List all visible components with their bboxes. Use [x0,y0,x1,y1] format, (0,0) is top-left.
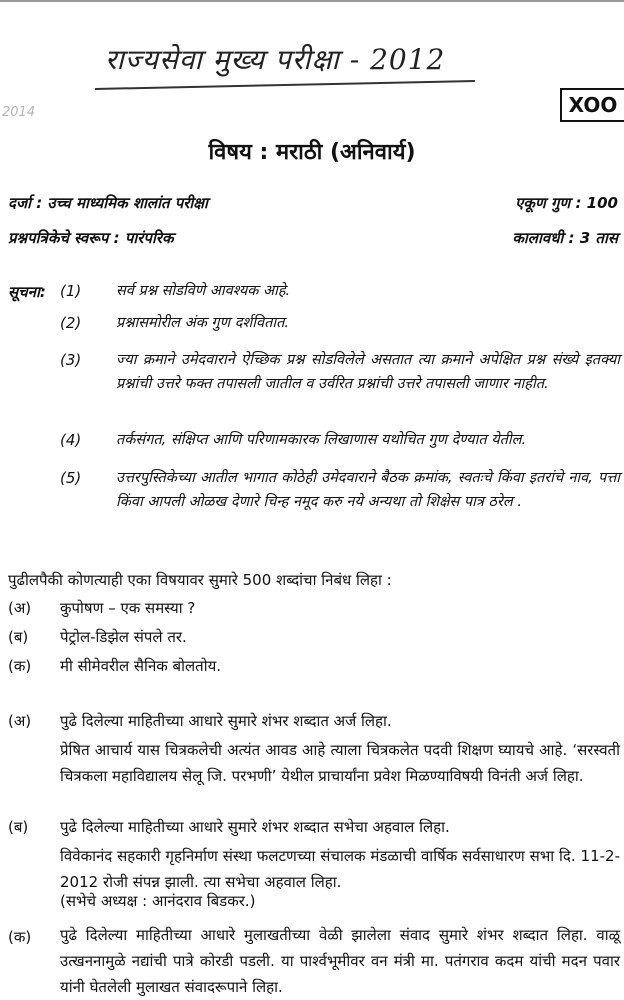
subject-heading: विषय : मराठी (अनिवार्य) [208,140,416,165]
instruction-text: उत्तरपुस्तिकेच्या आतील भागात कोठेही उमेदवाराने बैठक क्रमांक, स्वतःचे किंवा इतरांचे नाव, पत्ता किंवा आपली ओळख देणारे चिन्ह नमूद करु नये अन्यथा तो शिक्षेस पात्र ठरेल . [116,470,620,510]
part-body: पुढे दिलेल्या माहितीच्या आधारे मुलाखतीच्या वेळी झालेला संवाद सुमारे शंभर शब्दात लिहा. वाळू उत्खननामुळे नद्यांची पात्रे कोरडी पडली. या पार्श्वभूमीवर वन मंत्री मा. पतंगराव कदम यांची मदन पवार यांनी घेतलेली मुलाखत संवादरूपाने लिहा. [60,926,620,996]
instruction-number: (4) [60,431,82,449]
option-text: मी सीमेवरील सैनिक बोलतोय. [60,657,222,675]
instructions-heading: सूचना: [8,283,46,301]
instruction-number: (2) [60,314,82,332]
part-label: (क) [8,928,32,946]
top-border-line [0,0,624,2]
part-note: (सभेचे अध्यक्ष : आनंदराव बिडकर.) [60,892,256,910]
option-label: (क) [8,657,32,675]
instruction-text: प्रश्नासमोरील अंक गुण दर्शवितात. [116,315,289,331]
paper-code-box: XOO [560,88,624,122]
part-label: (ब) [8,818,29,836]
instruction-text: सर्व प्रश्न सोडविणे आवश्यक आहे. [116,283,291,299]
option-text: कुपोषण – एक समस्या ? [60,599,196,617]
part-title: पुढे दिलेल्या माहितीच्या आधारे सुमारे शंभर शब्दात सभेचा अहवाल लिहा. [60,818,450,836]
option-label: (अ) [8,599,32,617]
exam-level: दर्जा : उच्च माध्यमिक शालांत परीक्षा [8,194,208,212]
option-text: पेट्रोल-डिझेल संपले तर. [60,628,187,646]
instruction-text: तर्कसंगत, संक्षिप्त आणि परिणामकारक लिखाणास यथोचित गुण देण्यात येतील. [116,432,527,448]
handwritten-exam-title: राज्यसेवा मुख्य परीक्षा - 2012 [105,40,445,78]
margin-note: 2014 [2,105,36,120]
part-label: (अ) [8,712,32,730]
instruction-number: (3) [60,351,82,369]
paper-style: प्रश्नपत्रिकेचे स्वरूप : पारंपरिक [8,229,174,247]
part-body: विवेकानंद सहकारी गृहनिर्माण संस्था फलटणच्या संचालक मंडळाची वार्षिक सर्वसाधारण सभा दि. 11-2-2012 रोजी संपन्न झाली. त्या सभेचा अहवाल लिहा. [60,847,620,891]
part-title: पुढे दिलेल्या माहितीच्या आधारे सुमारे शंभर शब्दात अर्ज लिहा. [60,712,392,730]
question-1-prompt: पुढीलपैकी कोणत्याही एका विषयावर सुमारे 500 शब्दांचा निबंध लिहा : [8,571,392,589]
instruction-text: ज्या क्रमाने उमेदवाराने ऐच्छिक प्रश्न सोडविलेले असतात त्या क्रमाने अपेक्षित प्रश्न संख्ये इतक्या प्रश्नांची उत्तरे फक्त तपासली जातील व उर्वरित प्रश्नांची उत्तरे तपासली जाणार नाहीत. [116,352,620,392]
instruction-number: (5) [60,469,82,487]
duration: कालावधी : 3 तास [512,229,618,247]
instruction-number: (1) [60,282,82,300]
total-marks: एकूण गुण : 100 [515,194,618,212]
option-label: (ब) [8,628,29,646]
part-body: प्रेषित आचार्य यास चित्रकलेची अत्यंत आवड आहे त्याला चित्रकलेत पदवी शिक्षण घ्यायचे आहे. ‘सरस्वती चित्रकला महाविद्यालय सेलू जि. परभणी’ येथील प्राचार्यांना प्रवेश मिळण्याविषयी विनंती अर्ज लिहा. [60,741,620,785]
